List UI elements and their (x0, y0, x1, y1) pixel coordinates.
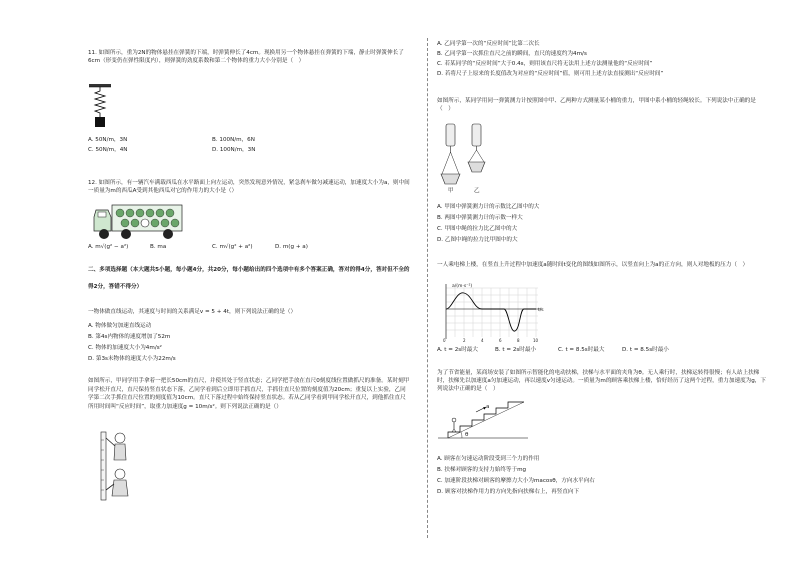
q14-option-b: B. 乙同学第一次抓住直尺之前的瞬间，直尺的速度约为4m/s (437, 51, 587, 57)
q12-option-b: B. ma (150, 244, 167, 250)
label-yi: 乙 (474, 188, 480, 194)
q12-stem: 12. 如图所示，有一辆汽车满载西瓜在水平路面上向左运动，突然发现意外情况，紧急刹车做匀减速运动，加速度大小为a，则中间一质量为m的西瓜A受到其他西瓜对它的作用力的大小是（） (88, 180, 410, 194)
column-divider (427, 38, 428, 538)
q11-option-b: B. 100N/m，6N (212, 137, 255, 143)
q17-option-a: A. 顾客在匀速运动阶段受到三个力的作用 (437, 456, 540, 462)
q15-stem: 如图所示，某同学用同一弹簧测力计按照图中甲、乙两种方式测量某小桶的重力，甲图中系小桶的轻绳较长。下列说法中正确的是（ ） (437, 98, 756, 112)
q15-option-a: A. 甲图中弹簧测力计的示数比乙图中的大 (437, 204, 540, 210)
q13-stem: 一物体做直线运动，其速度与时间的关系满足v = 5 + 4t，则下列说法正确的是（） (88, 309, 297, 315)
q14-option-d: D. 若将尺子上原来的长度值改为对应的“反应时间”值，则可用上述方法直接测出“反应时间” (437, 71, 664, 77)
q14-option-c: C. 若某同学的“反应时间”大于0.4s，则用该直尺将无法用上述方法测量他的“反应时间” (437, 61, 653, 67)
spring-hanging-block-figure (88, 84, 112, 130)
q14-stem: 如图所示，甲同学用手拿着一把长50cm的直尺，并使其处于竖直状态；乙同学把手放在直尺0刻度线位置做抓尺的准备。某时刻甲同学松开直尺，直尺保持竖直状态下落，乙同学看到后立即用手抓直尺，手抓住直尺位置的刻度值为20cm；重复以上实验，乙同学第二次手抓住直尺位置的刻度值为10cm。直尺下落过程中始终保持竖直状态。若从乙同学看到甲同学松开直尺，到他抓住直尺所用时间叫“反应时间”，取重力加速度g = 10m/s²。则下列说法正确的是（） (88, 378, 410, 410)
section-2-heading: 二、多项选择题（本大题共5小题，每小题4分，共20分，每小题给出的四个选项中有多个答案正确，答对的得4分，答对但不全的得2分，答错不得分） (88, 267, 410, 290)
escalator-angle-label: θ (465, 432, 469, 438)
q17-stem: 为了节省能量，某商场安装了如图所示智能化的电动扶梯，扶梯与水平面的夹角为θ。无人乘行时，扶梯运转得很慢；有人站上扶梯时，扶梯先以加速度a匀加速运动，再以速度v匀速运动。一质量为m的顾客乘扶梯上楼，恰好经历了这两个过程，重力加速度为g，下列说法中正确的是（ ） (437, 370, 766, 392)
escalator-figure (438, 398, 530, 442)
graph-tick-4: 4 (481, 338, 484, 343)
q11-stem: 11. 如图所示，重为2N的物体悬挂在弹簧的下端，时弹簧伸长了4cm。现换用另一个物体悬挂在弹簧的下端，静止时弹簧伸长了6cm（形变仍在弹性限度内），则弹簧的劲度系数和第二个物体的重力大小分别是（ ） (88, 50, 404, 64)
q16-stem: 一人乘电梯上楼，在竖直上升过程中加速度a随时间t变化的图线如图所示，以竖直向上为a的正方向，则人对地板的压力（ ） (437, 262, 749, 268)
ruler-drop-figure (92, 430, 134, 504)
q13-option-d: D. 第3s末物体的速度大小为22m/s (88, 356, 176, 362)
graph-tick-0: 0 (443, 338, 446, 343)
q13-option-c: C. 物体的加速度大小为4m/s² (88, 345, 162, 351)
q11-option-d: D. 100N/m，3N (212, 147, 256, 153)
watermelon-truck-figure (90, 201, 186, 241)
acceleration-time-graph (438, 283, 548, 343)
graph-tick-6: 6 (499, 338, 502, 343)
q15-option-b: B. 两图中弹簧测力计的示数一样大 (437, 215, 523, 221)
q16-option-d: D. t = 8.5s时最小 (622, 347, 669, 353)
escalator-accel-label: a (486, 404, 490, 410)
q15-option-d: D. 乙图中绳的拉力比甲图中的大 (437, 237, 518, 243)
q15-option-c: C. 甲图中绳的拉力比乙图中的大 (437, 226, 518, 232)
q12-option-c: C. m√(g² + a²) (212, 244, 253, 250)
graph-tick-10: 10 (533, 338, 539, 343)
graph-tick-8: 8 (517, 338, 520, 343)
q12-option-d: D. m(g + a) (275, 244, 308, 250)
q11-option-c: C. 50N/m，4N (88, 147, 128, 153)
q17-option-d: D. 顾客对扶梯作用力的方向先指向扶梯右上，再竖直向下 (437, 489, 580, 495)
graph-y-label: a/(m·s⁻²) (452, 284, 473, 289)
graph-tick-2: 2 (463, 338, 466, 343)
q17-option-b: B. 扶梯对顾客的支持力始终等于mg (437, 467, 527, 473)
q16-option-b: B. t = 2s时最小 (495, 347, 537, 353)
q16-option-c: C. t = 8.5s时最大 (558, 347, 605, 353)
q16-option-a: A. t = 2s时最大 (437, 347, 478, 353)
q13-option-b: B. 第4s内物体的速度增加了52m (88, 334, 171, 340)
q13-option-a: A. 物体做匀加速直线运动 (88, 323, 152, 329)
q11-option-a: A. 50N/m，3N (88, 137, 128, 143)
q14-option-a: A. 乙同学第一次的“反应时间”比第二次长 (437, 41, 540, 47)
label-jia: 甲 (448, 188, 454, 194)
q17-option-c: C. 加速阶段扶梯对顾客的摩擦力大小为macosθ，方向水平向右 (437, 478, 595, 484)
q12-option-a: A. m√(g² − a²) (88, 244, 129, 250)
graph-x-label: t/s (538, 308, 544, 313)
